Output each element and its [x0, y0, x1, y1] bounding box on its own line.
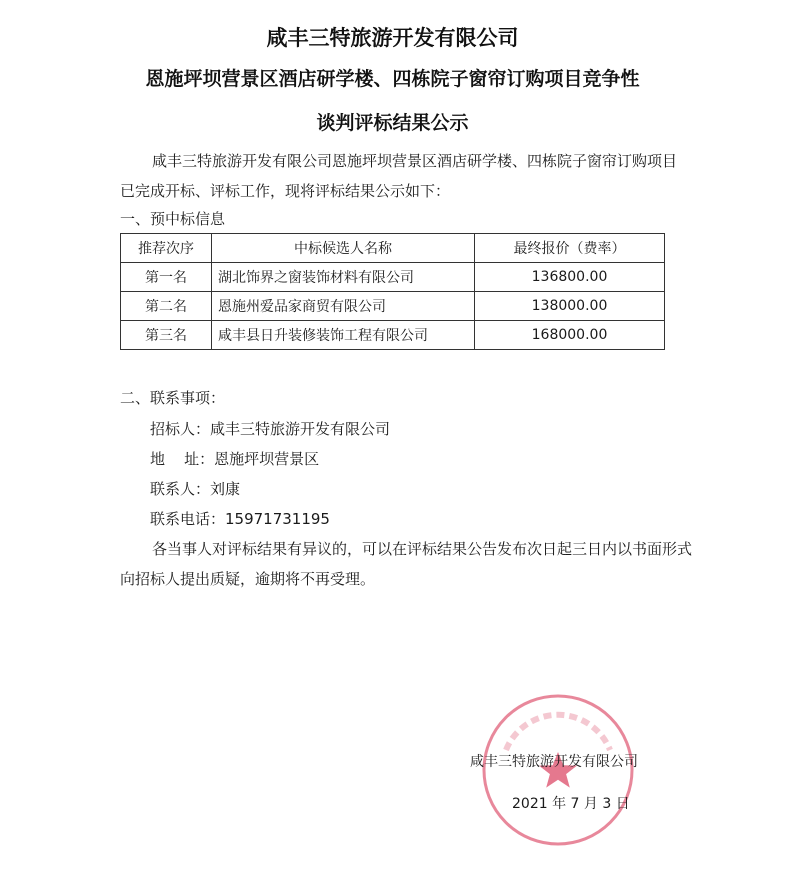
- cell-rank: 第二名: [121, 292, 212, 321]
- table-header-row: [121, 234, 665, 263]
- intro-paragraph: 咸丰三特旅游开发有限公司恩施坪坝营景区酒店研学楼、四栋院子窗帘订购项目已完成开标、评标工作，现将评标结果公示如下：: [120, 152, 678, 200]
- seal-arc-lettering: [506, 715, 610, 750]
- table-row: [121, 321, 665, 350]
- contact-person-line: 联系人：刘康: [150, 480, 241, 498]
- table-row: [121, 292, 665, 321]
- section2-heading: 二、联系事项：: [120, 389, 226, 407]
- section1-heading: 一、预中标信息: [120, 210, 226, 228]
- doc-title-line1: 恩施坪坝营景区酒店研学楼、四栋院子窗帘订购项目竞争性: [145, 68, 640, 90]
- signature-company: 咸丰三特旅游开发有限公司: [470, 754, 638, 770]
- company-title: 咸丰三特旅游开发有限公司: [266, 26, 519, 50]
- table-row: [121, 263, 665, 292]
- address-line: 地 址：恩施坪坝营景区: [150, 450, 320, 468]
- cell-price: 138000.00: [475, 292, 665, 321]
- col-header-rank: 推荐次序: [121, 234, 212, 263]
- cell-name: 咸丰县日升装修装饰工程有限公司: [212, 321, 475, 350]
- col-header-price: 最终报价（费率）: [475, 234, 665, 263]
- col-header-name: 中标候选人名称: [212, 234, 475, 263]
- cell-price: 168000.00: [475, 321, 665, 350]
- cell-rank: 第三名: [121, 321, 212, 350]
- cell-name: 湖北饰界之窗装饰材料有限公司: [212, 263, 475, 292]
- signature-date: 2021 年 7 月 3 日: [512, 796, 630, 812]
- objection-note: 各当事人对评标结果有异议的，可以在评标结果公告发布次日起三日内以书面形式向招标人提出质疑，逾期将不再受理。: [120, 540, 693, 588]
- cell-price: 136800.00: [475, 263, 665, 292]
- result-table: [120, 233, 665, 350]
- cell-name: 恩施州爱品家商贸有限公司: [212, 292, 475, 321]
- phone-line: 联系电话：15971731195: [150, 510, 330, 528]
- doc-title-line2: 谈判评标结果公示: [316, 112, 469, 134]
- cell-rank: 第一名: [121, 263, 212, 292]
- tenderer-line: 招标人：咸丰三特旅游开发有限公司: [150, 420, 391, 438]
